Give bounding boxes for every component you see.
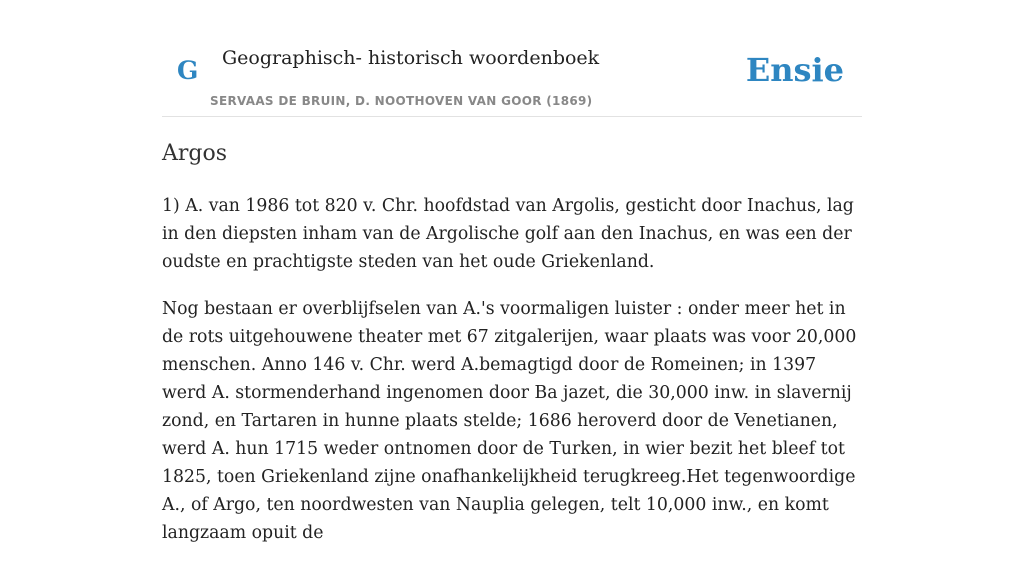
book-letter-icon[interactable]: G <box>177 56 199 85</box>
book-title-link[interactable]: Geographisch- historisch woordenboek <box>222 47 600 69</box>
page <box>162 0 862 543</box>
ensie-logo-link[interactable]: Ensie <box>745 51 844 89</box>
entry-title: Argos <box>162 141 228 166</box>
header <box>162 0 862 117</box>
book-author: SERVAAS DE BRUIN, D. NOOTHOVEN VAN GOOR (1869) <box>210 94 593 108</box>
entry-paragraph: Nog bestaan er overblijfselen van A.'s voormaligen luister : onder meer het in de rots uitgehouwene theater met 67 zitgalerijen, waar plaats was voor 20,000 menschen. Anno 146 v. Chr. werd A.bemagtigd door de Romeinen; in 1397 werd A. stormenderhand ingenomen door Ba jazet, die 30,000 inw. in slavernij zond, en Tartaren in hunne plaats stelde; 1686 heroverd door de Venetianen, werd A. hun 1715 weder ontnomen door de Turken, in wier bezit het bleef tot 1825, toen Griekenland zijne onafhankelijkheid terugkreeg.Het tegenwoordige A., of Argo, ten noordwesten van Nauplia gelegen, telt 10,000 inw., en komt langzaam opuit de <box>162 299 857 543</box>
entry-body <box>162 192 862 566</box>
entry-paragraph: 1) A. van 1986 tot 820 v. Chr. hoofdstad van Argolis, gesticht door Inachus, lag in den diepsten inham van de Argolische golf aan den Inachus, en was een der oudste en prachtigste steden van het oude Griekenland. <box>162 196 854 272</box>
